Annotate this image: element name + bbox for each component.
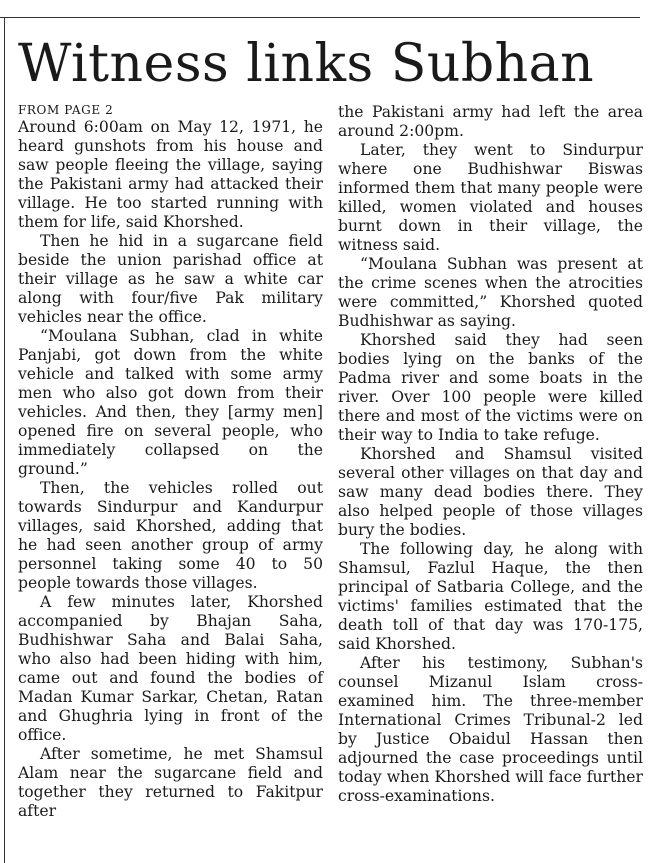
kicker: FROM PAGE 2 (18, 103, 114, 117)
paragraph: Around 6:00am on May 12, 1971, he heard gunshots from his house and saw people fleeing the village, saying the Pakistani army had attacked their village. He too started running with them for life, said Khorshed. (18, 118, 323, 231)
paragraph: The following day, he along with Shamsul, Fazlul Haque, the then principal of Satbaria College, and the victims' families estimated that the death toll of that day was 170-175, said Khorshed. (338, 540, 643, 653)
top-rule (0, 17, 640, 18)
right-column (338, 103, 643, 806)
paragraph: Later, they went to Sindurpur where one Budhishwar Biswas informed them that many people were killed, women violated and houses burnt down in their village, the witness said. (338, 141, 643, 254)
left-rule (4, 17, 5, 863)
paragraph: Khorshed and Shamsul visited several other villages on that day and saw many dead bodies there. They also helped people of those villages bury the bodies. (338, 445, 643, 539)
paragraph: After sometime, he met Shamsul Alam near the sugarcane field and together they returned to Fakitpur after (18, 745, 323, 820)
paragraph: “Moulana Subhan, clad in white Panjabi, got down from the white vehicle and talked with some army men who also got down from their vehicles. And then, they [army men] opened fire on several people, who immediately collapsed on the ground.” (18, 327, 323, 478)
paragraph: “Moulana Subhan was present at the crime scenes when the atrocities were committed,” Khorshed quoted Budhishwar as saying. (338, 255, 643, 330)
paragraph: A few minutes later, Khorshed accompanied by Bhajan Saha, Budhishwar Saha and Balai Saha, who also had been hiding with him, came out and found the bodies of Madan Kumar Sarkar, Chetan, Ratan and Ghughria lying in front of the office. (18, 593, 323, 744)
paragraph: After his testimony, Subhan's counsel Mizanul Islam cross-examined him. The three-member International Crimes Tribunal-2 led by Justice Obaidul Hassan then adjourned the case proceedings until today when Khorshed will face further cross-examinations. (338, 654, 643, 805)
paragraph: Then he hid in a sugarcane field beside the union parishad office at their village as he saw a white car along with four/five Pak military vehicles near the office. (18, 232, 323, 326)
paragraph: Khorshed said they had seen bodies lying on the banks of the Padma river and some boats in the river. Over 100 people were killed there and most of the victims were on their way to India to take refuge. (338, 331, 643, 444)
paragraph: Then, the vehicles rolled out towards Sindurpur and Kandurpur villages, said Khorshed, adding that he had seen another group of army personnel taking some 40 to 50 people towards those villages. (18, 479, 323, 592)
left-column (18, 103, 323, 821)
headline: Witness links Subhan (18, 34, 595, 94)
paragraph: the Pakistani army had left the area around 2:00pm. (338, 103, 643, 140)
